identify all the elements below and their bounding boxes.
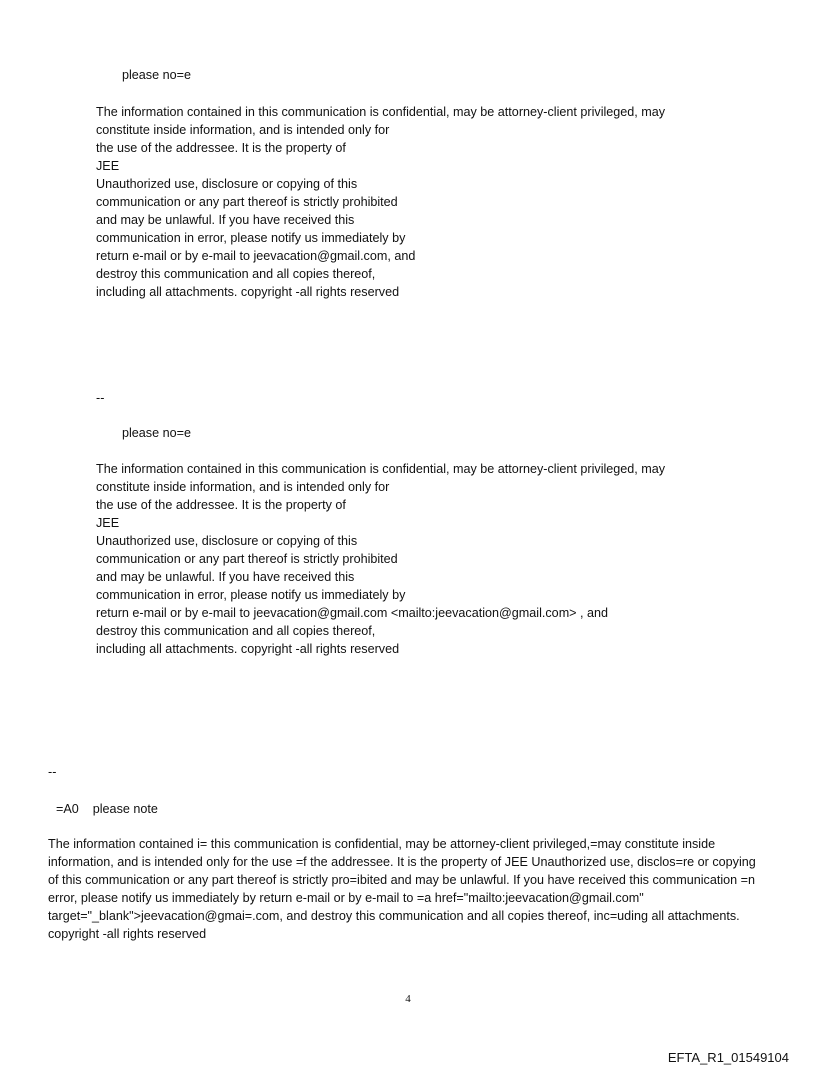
block1-line: constitute inside information, and is intended only for — [96, 123, 390, 137]
block1-line: The information contained in this communication is confidential, may be attorney-client privileged, may — [96, 105, 666, 119]
block1-disclaimer — [96, 103, 665, 301]
block3-paragraph: The information contained i= this communication is confidential, may be attorney-client privileged,=may constitute inside information, and is intended only for the use =f the addressee. It is the property of JEE Unauthorized use, disclos=re or copying of this communication or any part thereof is strictly pro=ibited and may be unlawful. If you have received this communication =n error, please notify us immediately by return e-mail or by e-mail to =a href="mailto:jeevacation@gmail.com" target="_blank">jeevacation@gmai=.com, and destroy this communication and all copies thereof, inc=uding all attachments. copyright -all rights reserved — [48, 837, 756, 941]
block2-line: destroy this communication and all copies thereof, — [96, 624, 376, 638]
block1-line: communication in error, please notify us immediately by — [96, 231, 406, 245]
block2-line: communication or any part thereof is strictly prohibited — [96, 552, 398, 566]
block1-note: please no=e — [122, 68, 191, 82]
block2-line: communication in error, please notify us immediately by — [96, 588, 406, 602]
block1-line: the use of the addressee. It is the property of — [96, 141, 346, 155]
block2-line: constitute inside information, and is intended only for — [96, 480, 390, 494]
block1-line: and may be unlawful. If you have received this — [96, 213, 355, 227]
block2-note: please no=e — [122, 426, 191, 440]
page-number: 4 — [405, 993, 411, 1005]
block2-line: the use of the addressee. It is the property of — [96, 498, 346, 512]
block1-line: JEE — [96, 159, 120, 173]
block1-line: return e-mail or by e-mail to jeevacation@gmail.com, and — [96, 249, 416, 263]
block1-line: Unauthorized use, disclosure or copying of this — [96, 177, 358, 191]
block3-note: =A0 please note — [56, 802, 158, 816]
block2-line: return e-mail or by e-mail to jeevacation@gmail.com <mailto:jeevacation@gmail.com> , and — [96, 606, 609, 620]
block1-line: destroy this communication and all copies thereof, — [96, 267, 376, 281]
block1-line: communication or any part thereof is strictly prohibited — [96, 195, 398, 209]
block2-line: JEE — [96, 516, 120, 530]
block2-line: Unauthorized use, disclosure or copying of this — [96, 534, 358, 548]
block2-line: including all attachments. copyright -all rights reserved — [96, 642, 400, 656]
block2-line: and may be unlawful. If you have received this — [96, 570, 355, 584]
separator-1: -- — [96, 391, 105, 405]
block1-line: including all attachments. copyright -all rights reserved — [96, 285, 400, 299]
block2-disclaimer — [96, 460, 665, 658]
document-id: EFTA_R1_01549104 — [667, 1050, 789, 1065]
separator-2: -- — [48, 765, 57, 779]
block2-line: The information contained in this communication is confidential, may be attorney-client privileged, may — [96, 462, 666, 476]
